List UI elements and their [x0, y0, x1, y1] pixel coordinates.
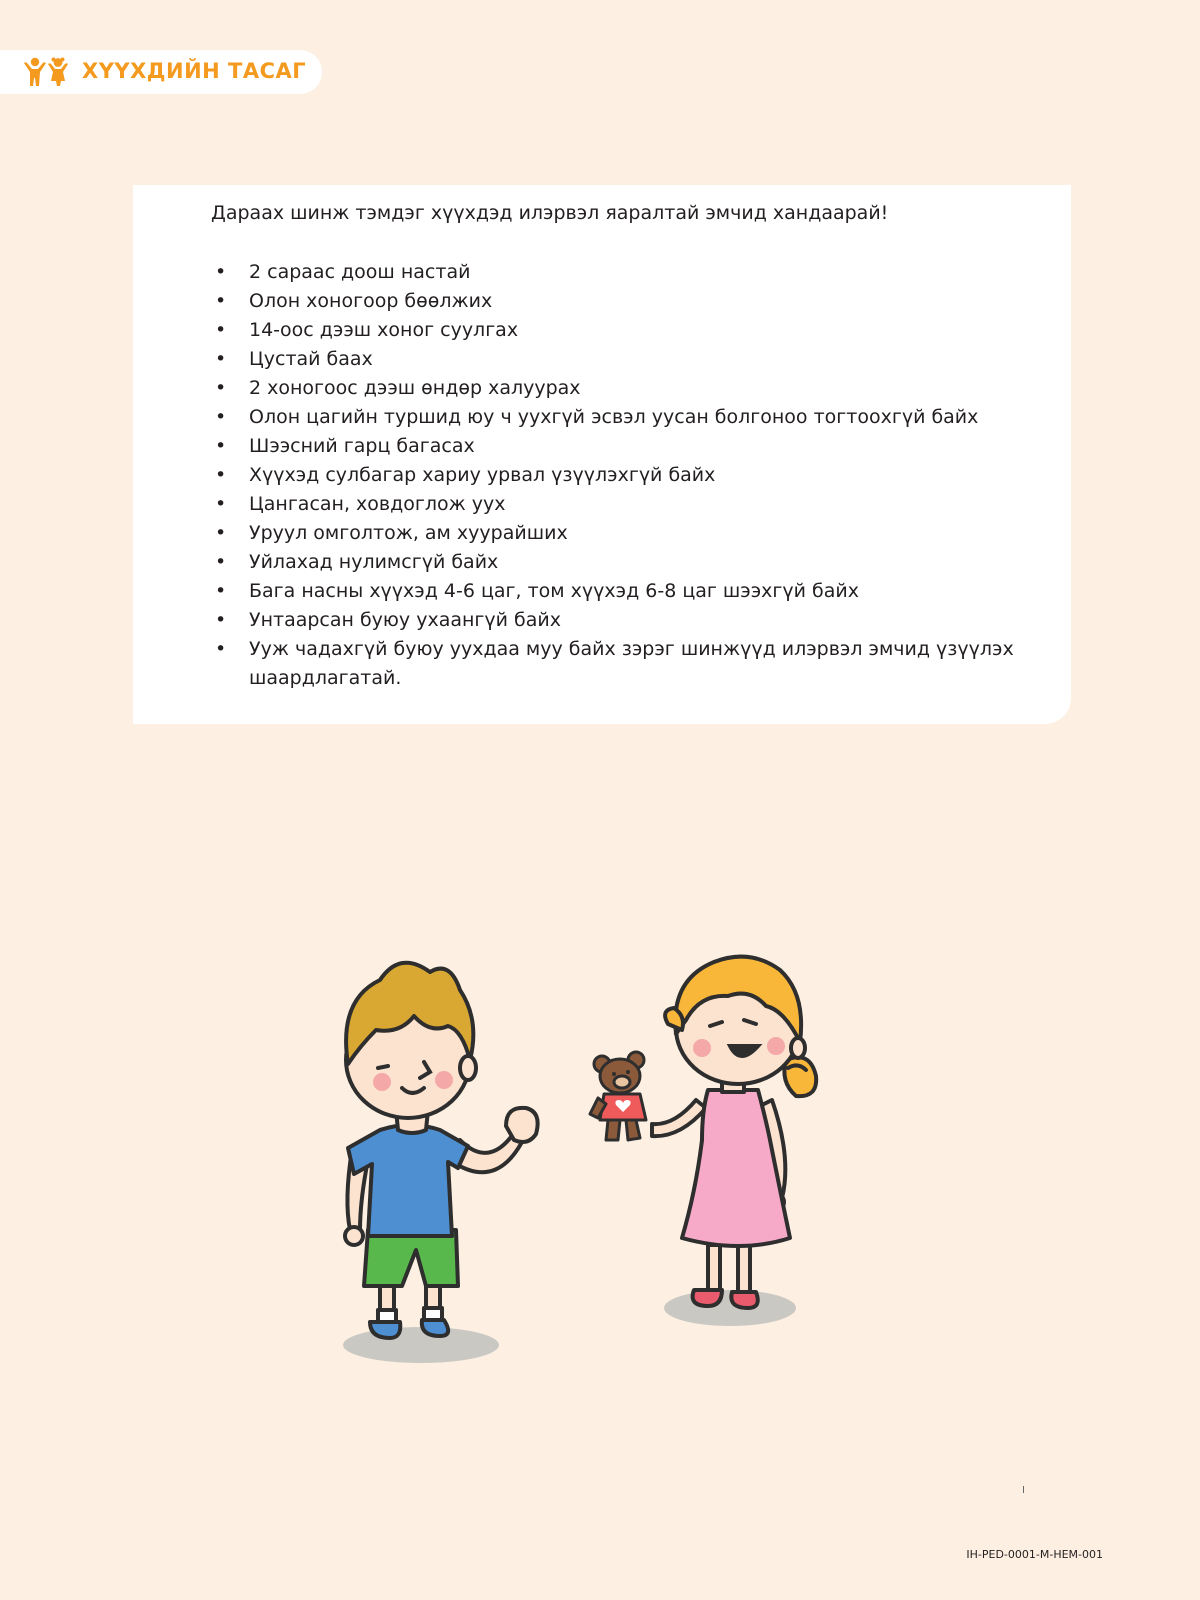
list-item: • 2 хоногоос дээш өндөр халуурах	[211, 374, 1031, 403]
list-item: • Уйлахад нулимсгүй байх	[211, 548, 1031, 577]
bullet-icon: •	[215, 406, 227, 428]
page-mark	[1023, 1486, 1024, 1493]
boy-icon	[345, 963, 538, 1338]
children-icon	[22, 57, 72, 87]
teddy-bear-icon	[590, 1052, 646, 1140]
warning-signs-panel	[133, 185, 1071, 724]
symptom-list	[211, 258, 1031, 693]
bullet-icon: •	[215, 609, 227, 631]
bullet-icon: •	[215, 638, 227, 660]
bullet-icon: •	[215, 319, 227, 341]
bullet-icon: •	[215, 348, 227, 370]
bullet-icon: •	[215, 551, 227, 573]
bullet-icon: •	[215, 580, 227, 602]
bullet-icon: •	[215, 464, 227, 486]
document-code: IH-PED-0001-M-HEM-001	[966, 1548, 1103, 1561]
list-item: • Ууж чадахгүй буюу уухдаа муу байх зэрэг шинжүүд илэрвэл эмчид үзүүлэх шаардлагатай.	[211, 635, 1031, 693]
bullet-icon: •	[215, 261, 227, 283]
department-title: ХҮҮХДИЙН ТАСАГ	[82, 59, 307, 83]
list-item: • Цустай баах	[211, 345, 1031, 374]
bullet-icon: •	[215, 377, 227, 399]
warning-intro: Дараах шинж тэмдэг хүүхдэд илэрвэл яаралтай эмчид хандаарай!	[211, 202, 889, 224]
boy-shadow-icon	[343, 1327, 499, 1363]
list-item: • Бага насны хүүхэд 4-6 цаг, том хүүхэд 6-8 цаг шээхгүй байх	[211, 577, 1031, 606]
list-item: • Уруул омголтож, ам хуурайших	[211, 519, 1031, 548]
list-item: • Цангасан, ховдоглож уух	[211, 490, 1031, 519]
list-item: • Хүүхэд сулбагар хариу урвал үзүүлэхгүй байх	[211, 461, 1031, 490]
list-item: • 2 сараас доош настай	[211, 258, 1031, 287]
bullet-icon: •	[215, 435, 227, 457]
section-header	[0, 50, 322, 94]
list-item: • Унтаарсан буюу ухаангүй байх	[211, 606, 1031, 635]
list-item: • Шээсний гарц багасах	[211, 432, 1031, 461]
bullet-icon: •	[215, 522, 227, 544]
list-item: • Олон хоногоор бөөлжих	[211, 287, 1031, 316]
girl-icon	[652, 957, 816, 1308]
bullet-icon: •	[215, 290, 227, 312]
list-item: • 14-оос дээш хоног суулгах	[211, 316, 1031, 345]
list-item: • Олон цагийн туршид юу ч уухгүй эсвэл уусан болгоноо тогтоохгүй байх	[211, 403, 1031, 432]
bullet-icon: •	[215, 493, 227, 515]
children-illustration	[330, 950, 850, 1370]
